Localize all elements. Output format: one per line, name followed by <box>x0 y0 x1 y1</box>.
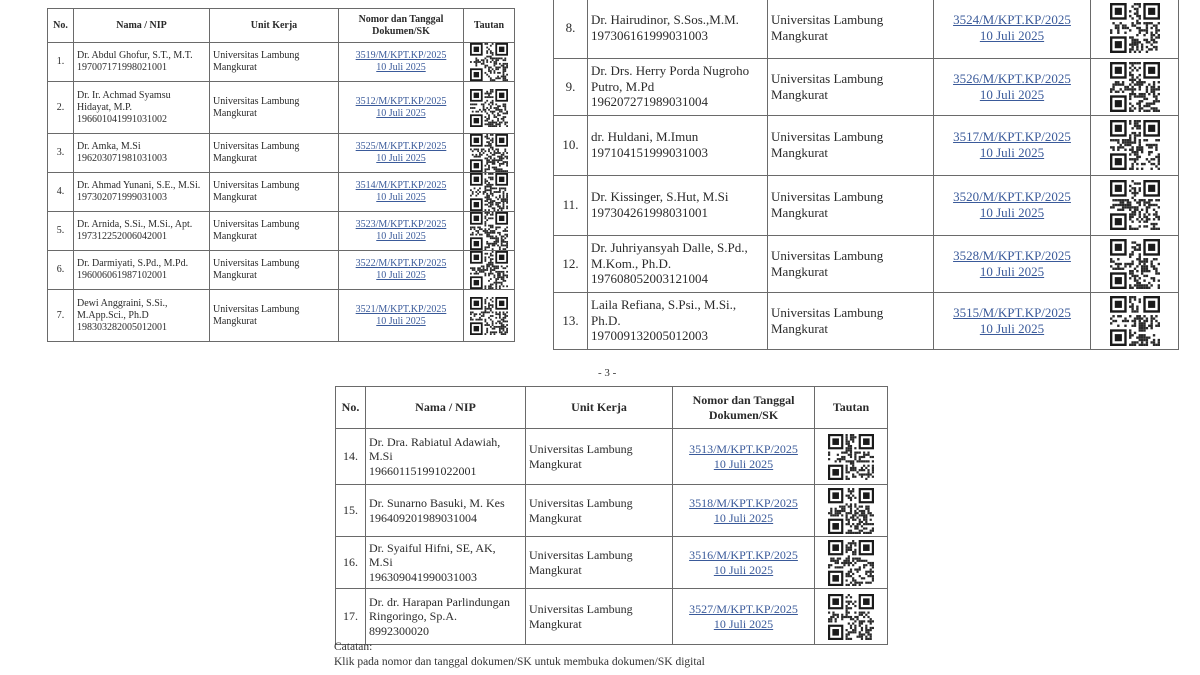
col-header-doc: Nomor dan Tanggal Dokumen/SK <box>673 387 815 429</box>
sk-table-part-1 <box>47 8 515 342</box>
document-number-link[interactable]: 3525/M/KPT.KP/2025 <box>355 141 447 152</box>
person-name: dr. Huldani, M.Imun <box>591 129 699 145</box>
note-title: Catatan: <box>334 641 373 653</box>
document-number-link[interactable]: 3515/M/KPT.KP/2025 <box>953 304 1071 320</box>
document-date-link[interactable]: 10 Juli 2025 <box>376 270 426 281</box>
person-nip: 197007171998021001 <box>77 62 167 73</box>
name-nip-cell <box>74 82 210 134</box>
document-number-link[interactable]: 3523/M/KPT.KP/2025 <box>355 219 447 230</box>
person-name: Dr. Drs. Herry Porda Nugroho <box>591 63 750 79</box>
unit-kerja: Universitas Lambung Mangkurat <box>768 58 934 115</box>
link-cell <box>815 537 888 589</box>
person-name: Dr. Hairudinor, S.Sos.,M.M. <box>591 12 739 28</box>
qr-code-icon[interactable] <box>828 488 874 534</box>
person-name: Dr. Arnida, S.Si., M.Si., Apt. <box>77 219 193 230</box>
col-header-no: No. <box>48 9 74 43</box>
row-number: 17. <box>336 589 366 645</box>
document-date-link[interactable]: 10 Juli 2025 <box>979 27 1045 43</box>
person-name: Dr. Ir. Achmad Syamsu <box>77 89 171 101</box>
person-name: Ringoringo, Sp.A. <box>369 609 458 624</box>
table-row <box>336 429 888 485</box>
document-number-link[interactable]: 3518/M/KPT.KP/2025 <box>689 496 798 511</box>
unit-kerja: Universitas Lambung Mangkurat <box>526 485 673 537</box>
link-cell <box>1091 235 1179 292</box>
unit-kerja: Universitas Lambung Mangkurat <box>526 589 673 645</box>
rows-14-17 <box>336 429 888 645</box>
person-name: Dr. Darmiyati, S.Pd., M.Pd. <box>77 258 189 269</box>
qr-code-icon[interactable] <box>828 434 874 480</box>
document-date-link[interactable]: 10 Juli 2025 <box>713 456 774 471</box>
name-nip-cell <box>366 429 526 485</box>
link-cell <box>464 82 515 134</box>
name-nip-cell <box>366 589 526 645</box>
document-date-link[interactable]: 10 Juli 2025 <box>376 107 426 119</box>
document-number-link[interactable]: 3519/M/KPT.KP/2025 <box>355 50 447 61</box>
name-nip-cell <box>588 292 768 349</box>
document-number-link[interactable]: 3527/M/KPT.KP/2025 <box>689 602 798 617</box>
col-header-name: Nama / NIP <box>366 387 526 429</box>
person-name: Dr. Kissinger, S.Hut, M.Si <box>591 189 729 205</box>
row-number: 8. <box>554 0 588 58</box>
table-row <box>336 485 888 537</box>
name-nip-cell <box>74 251 210 290</box>
name-nip-cell <box>366 485 526 537</box>
document-number-link[interactable]: 3526/M/KPT.KP/2025 <box>953 70 1071 86</box>
table-row <box>48 212 515 251</box>
table-row <box>554 115 1179 175</box>
col-header-name: Nama / NIP <box>74 9 210 43</box>
person-name: Putro, M.Pd <box>591 78 655 94</box>
document-cell <box>339 212 464 251</box>
person-name: Ph.D. <box>591 312 621 328</box>
link-cell <box>815 589 888 645</box>
col-header-unit: Unit Kerja <box>526 387 673 429</box>
unit-kerja: Universitas Lambung Mangkurat <box>768 292 934 349</box>
name-nip-cell <box>74 43 210 82</box>
person-nip: 196601041991031002 <box>77 113 167 125</box>
person-nip: 198303282005012001 <box>77 321 167 333</box>
table-row <box>336 537 888 589</box>
person-nip: 197104151999031003 <box>591 145 708 160</box>
qr-code-icon[interactable] <box>1110 296 1160 346</box>
link-cell <box>1091 115 1179 175</box>
document-number-link[interactable]: 3528/M/KPT.KP/2025 <box>953 247 1071 263</box>
row-number: 14. <box>336 429 366 485</box>
qr-code-icon[interactable] <box>1110 180 1160 230</box>
link-cell <box>1091 292 1179 349</box>
person-nip: 196207271989031004 <box>591 94 708 110</box>
unit-kerja: Universitas Lambung Mangkurat <box>210 251 339 290</box>
document-date-link[interactable]: 10 Juli 2025 <box>979 86 1045 102</box>
person-nip: 197608052003121004 <box>591 271 708 287</box>
qr-code-icon[interactable] <box>1110 3 1160 53</box>
note-text: Klik pada nomor dan tanggal dokumen/SK untuk membuka dokumen/SK digital <box>334 656 705 668</box>
document-number-link[interactable]: 3512/M/KPT.KP/2025 <box>355 95 447 107</box>
name-nip-cell <box>588 0 768 58</box>
unit-kerja: Universitas Lambung Mangkurat <box>768 235 934 292</box>
sk-table-part-3 <box>335 386 888 645</box>
unit-kerja: Universitas Lambung Mangkurat <box>210 43 339 82</box>
unit-kerja: Universitas Lambung Mangkurat <box>768 0 934 58</box>
document-number-link[interactable]: 3520/M/KPT.KP/2025 <box>953 189 1071 205</box>
document-cell <box>339 134 464 173</box>
document-cell <box>339 173 464 212</box>
document-cell <box>934 175 1091 235</box>
document-date-link[interactable]: 10 Juli 2025 <box>713 616 774 631</box>
table-row <box>554 0 1179 58</box>
row-number: 15. <box>336 485 366 537</box>
unit-kerja: Universitas Lambung Mangkurat <box>768 175 934 235</box>
name-nip-cell <box>588 235 768 292</box>
link-cell <box>1091 0 1179 58</box>
name-nip-cell <box>588 58 768 115</box>
row-number: 6. <box>48 251 74 290</box>
table-row <box>48 82 515 134</box>
unit-kerja: Universitas Lambung Mangkurat <box>210 82 339 134</box>
table-row <box>554 58 1179 115</box>
qr-code-icon[interactable] <box>470 134 508 172</box>
row-number: 4. <box>48 173 74 212</box>
document-cell <box>673 589 815 645</box>
person-name: Hidayat, M.P. <box>77 101 132 113</box>
qr-code-icon[interactable] <box>470 173 508 211</box>
person-name: Dr. dr. Harapan Parlindungan <box>369 594 510 609</box>
person-nip: 196203071981031003 <box>77 153 167 164</box>
person-name: Dr. Sunarno Basuki, M. Kes <box>369 496 505 511</box>
document-cell <box>673 485 815 537</box>
row-number: 12. <box>554 235 588 292</box>
col-header-unit: Unit Kerja <box>210 9 339 43</box>
table-row <box>48 173 515 212</box>
rows-1-7 <box>48 43 515 342</box>
qr-code-icon[interactable] <box>470 251 508 289</box>
document-number-link[interactable]: 3513/M/KPT.KP/2025 <box>689 442 798 457</box>
row-number: 1. <box>48 43 74 82</box>
document-cell <box>339 43 464 82</box>
person-name: Dr. Dra. Rabiatul Adawiah, <box>369 434 501 449</box>
name-nip-cell <box>74 134 210 173</box>
document-cell <box>339 290 464 342</box>
document-cell <box>673 537 815 589</box>
qr-code-icon[interactable] <box>470 89 508 127</box>
row-number: 9. <box>554 58 588 115</box>
name-nip-cell <box>74 212 210 251</box>
table-row <box>336 589 888 645</box>
person-name: Dr. Syaiful Hifni, SE, AK, M.Si <box>369 540 496 570</box>
document-number-link[interactable]: 3514/M/KPT.KP/2025 <box>355 180 447 191</box>
document-cell <box>339 251 464 290</box>
document-date-link[interactable]: 10 Juli 2025 <box>376 315 426 327</box>
qr-code-icon[interactable] <box>828 594 874 640</box>
table-row <box>554 292 1179 349</box>
link-cell <box>815 485 888 537</box>
qr-code-icon[interactable] <box>1110 239 1160 289</box>
document-cell <box>339 82 464 134</box>
person-name: Dr. Ahmad Yunani, S.E., M.Si. <box>77 180 201 191</box>
person-name: Dr. Amka, M.Si <box>77 141 141 152</box>
link-cell <box>1091 175 1179 235</box>
person-nip: 197312252006042001 <box>77 231 167 242</box>
row-number: 10. <box>554 115 588 175</box>
qr-code-icon[interactable] <box>1110 62 1160 112</box>
unit-kerja: Universitas Lambung Mangkurat <box>526 429 673 485</box>
link-cell <box>464 251 515 290</box>
document-cell <box>934 58 1091 115</box>
person-name: Dr. Abdul Ghofur, S.T., M.T. <box>77 50 193 61</box>
person-nip: 197306161999031003 <box>591 27 708 43</box>
qr-code-icon[interactable] <box>470 297 508 335</box>
person-nip: 197304261998031001 <box>591 205 708 220</box>
person-nip: 196006061987102001 <box>77 270 167 281</box>
person-name: Dr. Juhriyansyah Dalle, S.Pd., <box>591 240 748 256</box>
row-number: 5. <box>48 212 74 251</box>
qr-code-icon[interactable] <box>470 43 508 81</box>
qr-code-icon[interactable] <box>828 540 874 586</box>
unit-kerja: Universitas Lambung Mangkurat <box>210 173 339 212</box>
document-date-link[interactable]: 10 Juli 2025 <box>376 231 426 242</box>
unit-kerja: Universitas Lambung Mangkurat <box>210 134 339 173</box>
document-date-link[interactable]: 10 Juli 2025 <box>376 192 426 203</box>
unit-kerja: Universitas Lambung Mangkurat <box>210 290 339 342</box>
person-name: Dewi Anggraini, S.Si., <box>77 297 168 309</box>
row-number: 2. <box>48 82 74 134</box>
table-row <box>48 43 515 82</box>
document-number-link[interactable]: 3516/M/KPT.KP/2025 <box>689 548 798 563</box>
name-nip-cell <box>588 115 768 175</box>
unit-kerja: Universitas Lambung Mangkurat <box>210 212 339 251</box>
name-nip-cell <box>74 290 210 342</box>
sk-table-part-2 <box>553 0 1179 350</box>
person-nip: 196409201989031004 <box>369 510 477 525</box>
document-date-link[interactable]: 10 Juli 2025 <box>979 205 1045 220</box>
row-number: 13. <box>554 292 588 349</box>
row-number: 3. <box>48 134 74 173</box>
document-cell <box>934 0 1091 58</box>
qr-code-icon[interactable] <box>470 212 508 250</box>
document-number-link[interactable]: 3517/M/KPT.KP/2025 <box>953 129 1071 145</box>
name-nip-cell <box>74 173 210 212</box>
document-date-link[interactable]: 10 Juli 2025 <box>376 153 426 164</box>
document-number-link[interactable]: 3522/M/KPT.KP/2025 <box>355 258 447 269</box>
document-date-link[interactable]: 10 Juli 2025 <box>376 62 426 73</box>
person-name: Laila Refiana, S.Psi., M.Si., <box>591 297 737 313</box>
link-cell <box>464 290 515 342</box>
person-nip: 196309041990031003 <box>369 569 477 584</box>
document-date-link[interactable]: 10 Juli 2025 <box>979 263 1045 279</box>
document-date-link[interactable]: 10 Juli 2025 <box>713 510 774 525</box>
person-nip: 197302071999031003 <box>77 192 167 203</box>
row-number: 11. <box>554 175 588 235</box>
col-header-link: Tautan <box>815 387 888 429</box>
person-name: M.App.Sci., Ph.D <box>77 309 149 321</box>
link-cell <box>464 43 515 82</box>
document-date-link[interactable]: 10 Juli 2025 <box>979 145 1045 160</box>
person-name: M.Kom., Ph.D. <box>591 255 672 271</box>
row-number: 16. <box>336 537 366 589</box>
document-cell <box>934 292 1091 349</box>
table-row <box>554 235 1179 292</box>
link-cell <box>1091 58 1179 115</box>
document-cell <box>934 115 1091 175</box>
document-cell <box>934 235 1091 292</box>
col-header-no: No. <box>336 387 366 429</box>
document-number-link[interactable]: 3524/M/KPT.KP/2025 <box>953 12 1071 28</box>
table-row <box>554 175 1179 235</box>
person-nip: 197009132005012003 <box>591 328 708 344</box>
page-number: - 3 - <box>598 367 617 379</box>
col-header-link: Tautan <box>464 9 515 43</box>
table-row <box>48 290 515 342</box>
person-nip: 8992300020 <box>369 623 429 638</box>
document-date-link[interactable]: 10 Juli 2025 <box>713 562 774 577</box>
link-cell <box>815 429 888 485</box>
person-name: M.Si <box>369 449 393 464</box>
link-cell <box>464 134 515 173</box>
table-row <box>48 251 515 290</box>
table-row <box>48 134 515 173</box>
person-nip: 196601151991022001 <box>369 463 477 478</box>
row-number: 7. <box>48 290 74 342</box>
unit-kerja: Universitas Lambung Mangkurat <box>768 115 934 175</box>
document-date-link[interactable]: 10 Juli 2025 <box>979 320 1045 336</box>
name-nip-cell <box>588 175 768 235</box>
link-cell <box>464 173 515 212</box>
table-header-row <box>48 9 515 43</box>
qr-code-icon[interactable] <box>1110 120 1160 170</box>
rows-8-13 <box>554 0 1179 349</box>
table-header-row <box>336 387 888 429</box>
link-cell <box>464 212 515 251</box>
document-number-link[interactable]: 3521/M/KPT.KP/2025 <box>355 303 447 315</box>
unit-kerja: Universitas Lambung Mangkurat <box>526 537 673 589</box>
document-cell <box>673 429 815 485</box>
name-nip-cell <box>366 537 526 589</box>
col-header-doc: Nomor dan Tanggal Dokumen/SK <box>339 9 464 43</box>
